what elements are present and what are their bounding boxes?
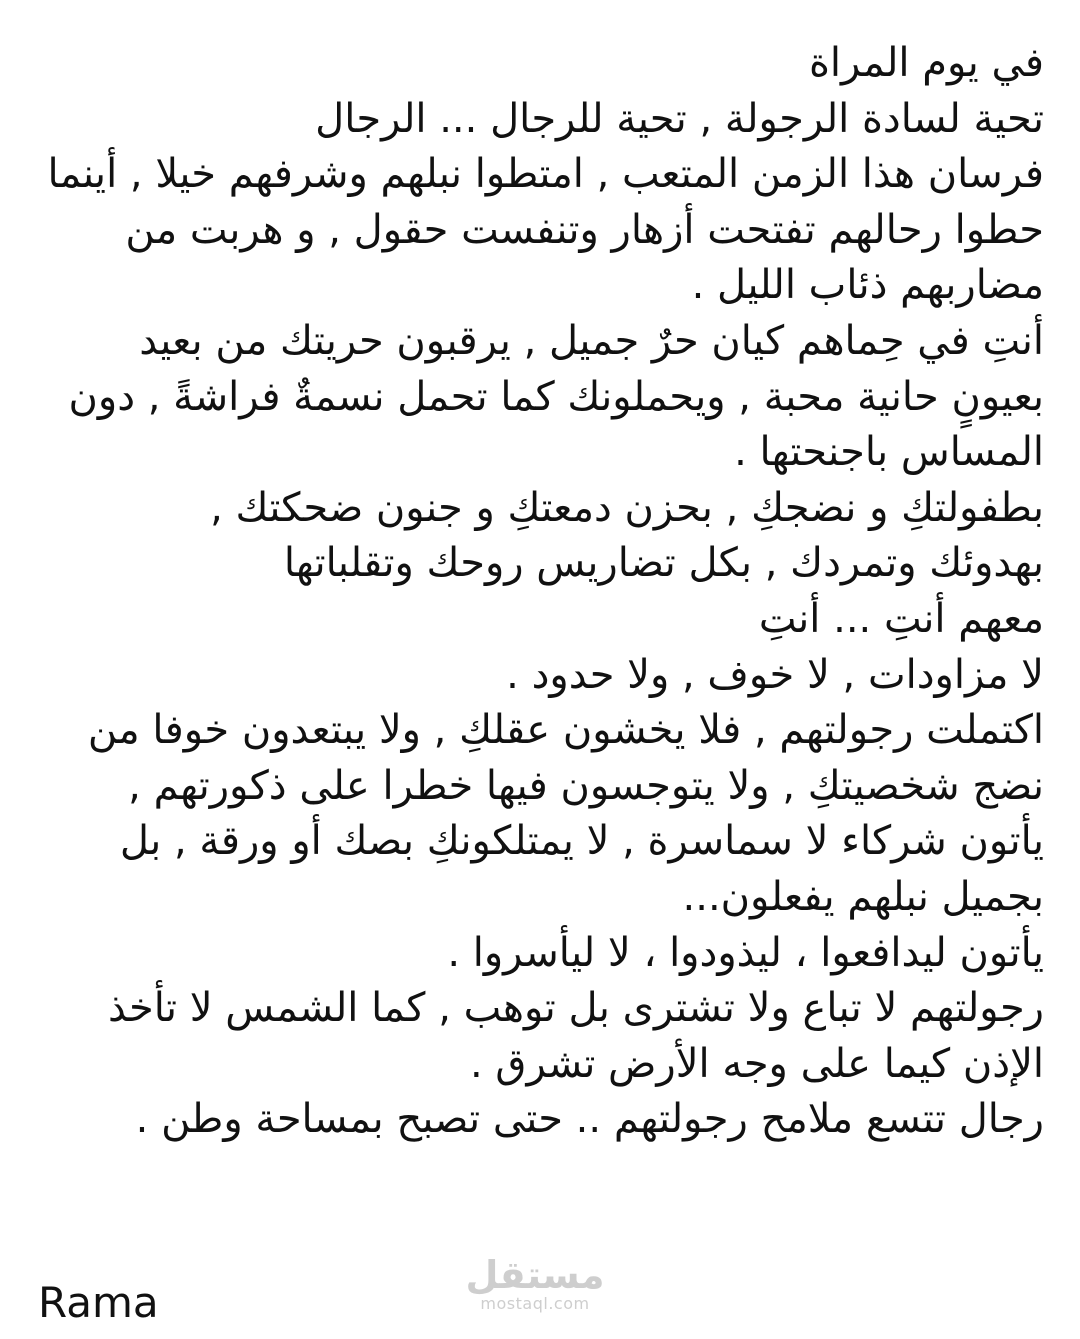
watermark-logo: مستقل <box>465 1253 605 1297</box>
text-line: يأتون ليدافعوا ، ليذودوا ، لا ليأسروا . <box>447 929 1044 976</box>
text-line: مضاربهم ذئاب الليل . <box>691 262 1044 309</box>
text-line: في يوم المراة <box>808 40 1044 86</box>
watermark-domain: mostaql.com <box>480 1294 590 1313</box>
text-line: فرسان هذا الزمن المتعب , امتطوا نبلهم وشرفهم خيلا , أينما <box>47 151 1044 198</box>
text-line: تحية لسادة الرجولة , تحية للرجال ... الرجال <box>315 95 1044 142</box>
signature: Rama <box>38 1278 159 1327</box>
text-line: أنتِ في حِماهم كيان حرٌ جميل , يرقبون حريتك من بعيد <box>139 317 1044 364</box>
text-line: رجولتهم لا تباع ولا تشترى بل توهب , كما الشمس لا تأخذ <box>108 985 1044 1032</box>
text-line: الإذن كيما على وجه الأرض تشرق . <box>469 1040 1044 1087</box>
text-line: اكتملت رجولتهم , فلا يخشون عقلكِ , ولا يبتعدون خوفا من <box>87 707 1044 754</box>
text-line: حطوا رحالهم تفتحت أزهار وتنفست حقول , و هربت من <box>125 206 1044 253</box>
text-line: نضج شخصيتكِ , ولا يتوجسون فيها خطرا على ذكورتهم , <box>128 762 1044 809</box>
document-body <box>34 36 1044 1148</box>
text-line: يأتون شركاء لا سماسرة , لا يمتلكونكِ بصك أو ورقة , بل <box>119 818 1044 865</box>
text-line: بهدوئك وتمردك , بكل تضاريس روحك وتقلباتها <box>283 540 1044 587</box>
watermark <box>455 1255 615 1313</box>
text-line: بجميل نبلهم يفعلون... <box>682 873 1044 920</box>
text-line: بعيونٍ حانية محبة , ويحملونك كما تحمل نسمةٌ فراشةً , دون <box>68 373 1044 420</box>
text-line: بطفولتكِ و نضجكِ , بحزن دمعتكِ و جنون ضحكتك , <box>210 484 1044 531</box>
text-line: المساس باجنحتها . <box>734 429 1044 476</box>
text-line: معهم أنتِ ... أنتِ <box>758 595 1044 642</box>
text-line: لا مزاودات , لا خوف , ولا حدود . <box>506 651 1044 698</box>
text-line: رجال تتسع ملامح رجولتهم .. حتى تصبح بمساحة وطن . <box>135 1096 1044 1143</box>
